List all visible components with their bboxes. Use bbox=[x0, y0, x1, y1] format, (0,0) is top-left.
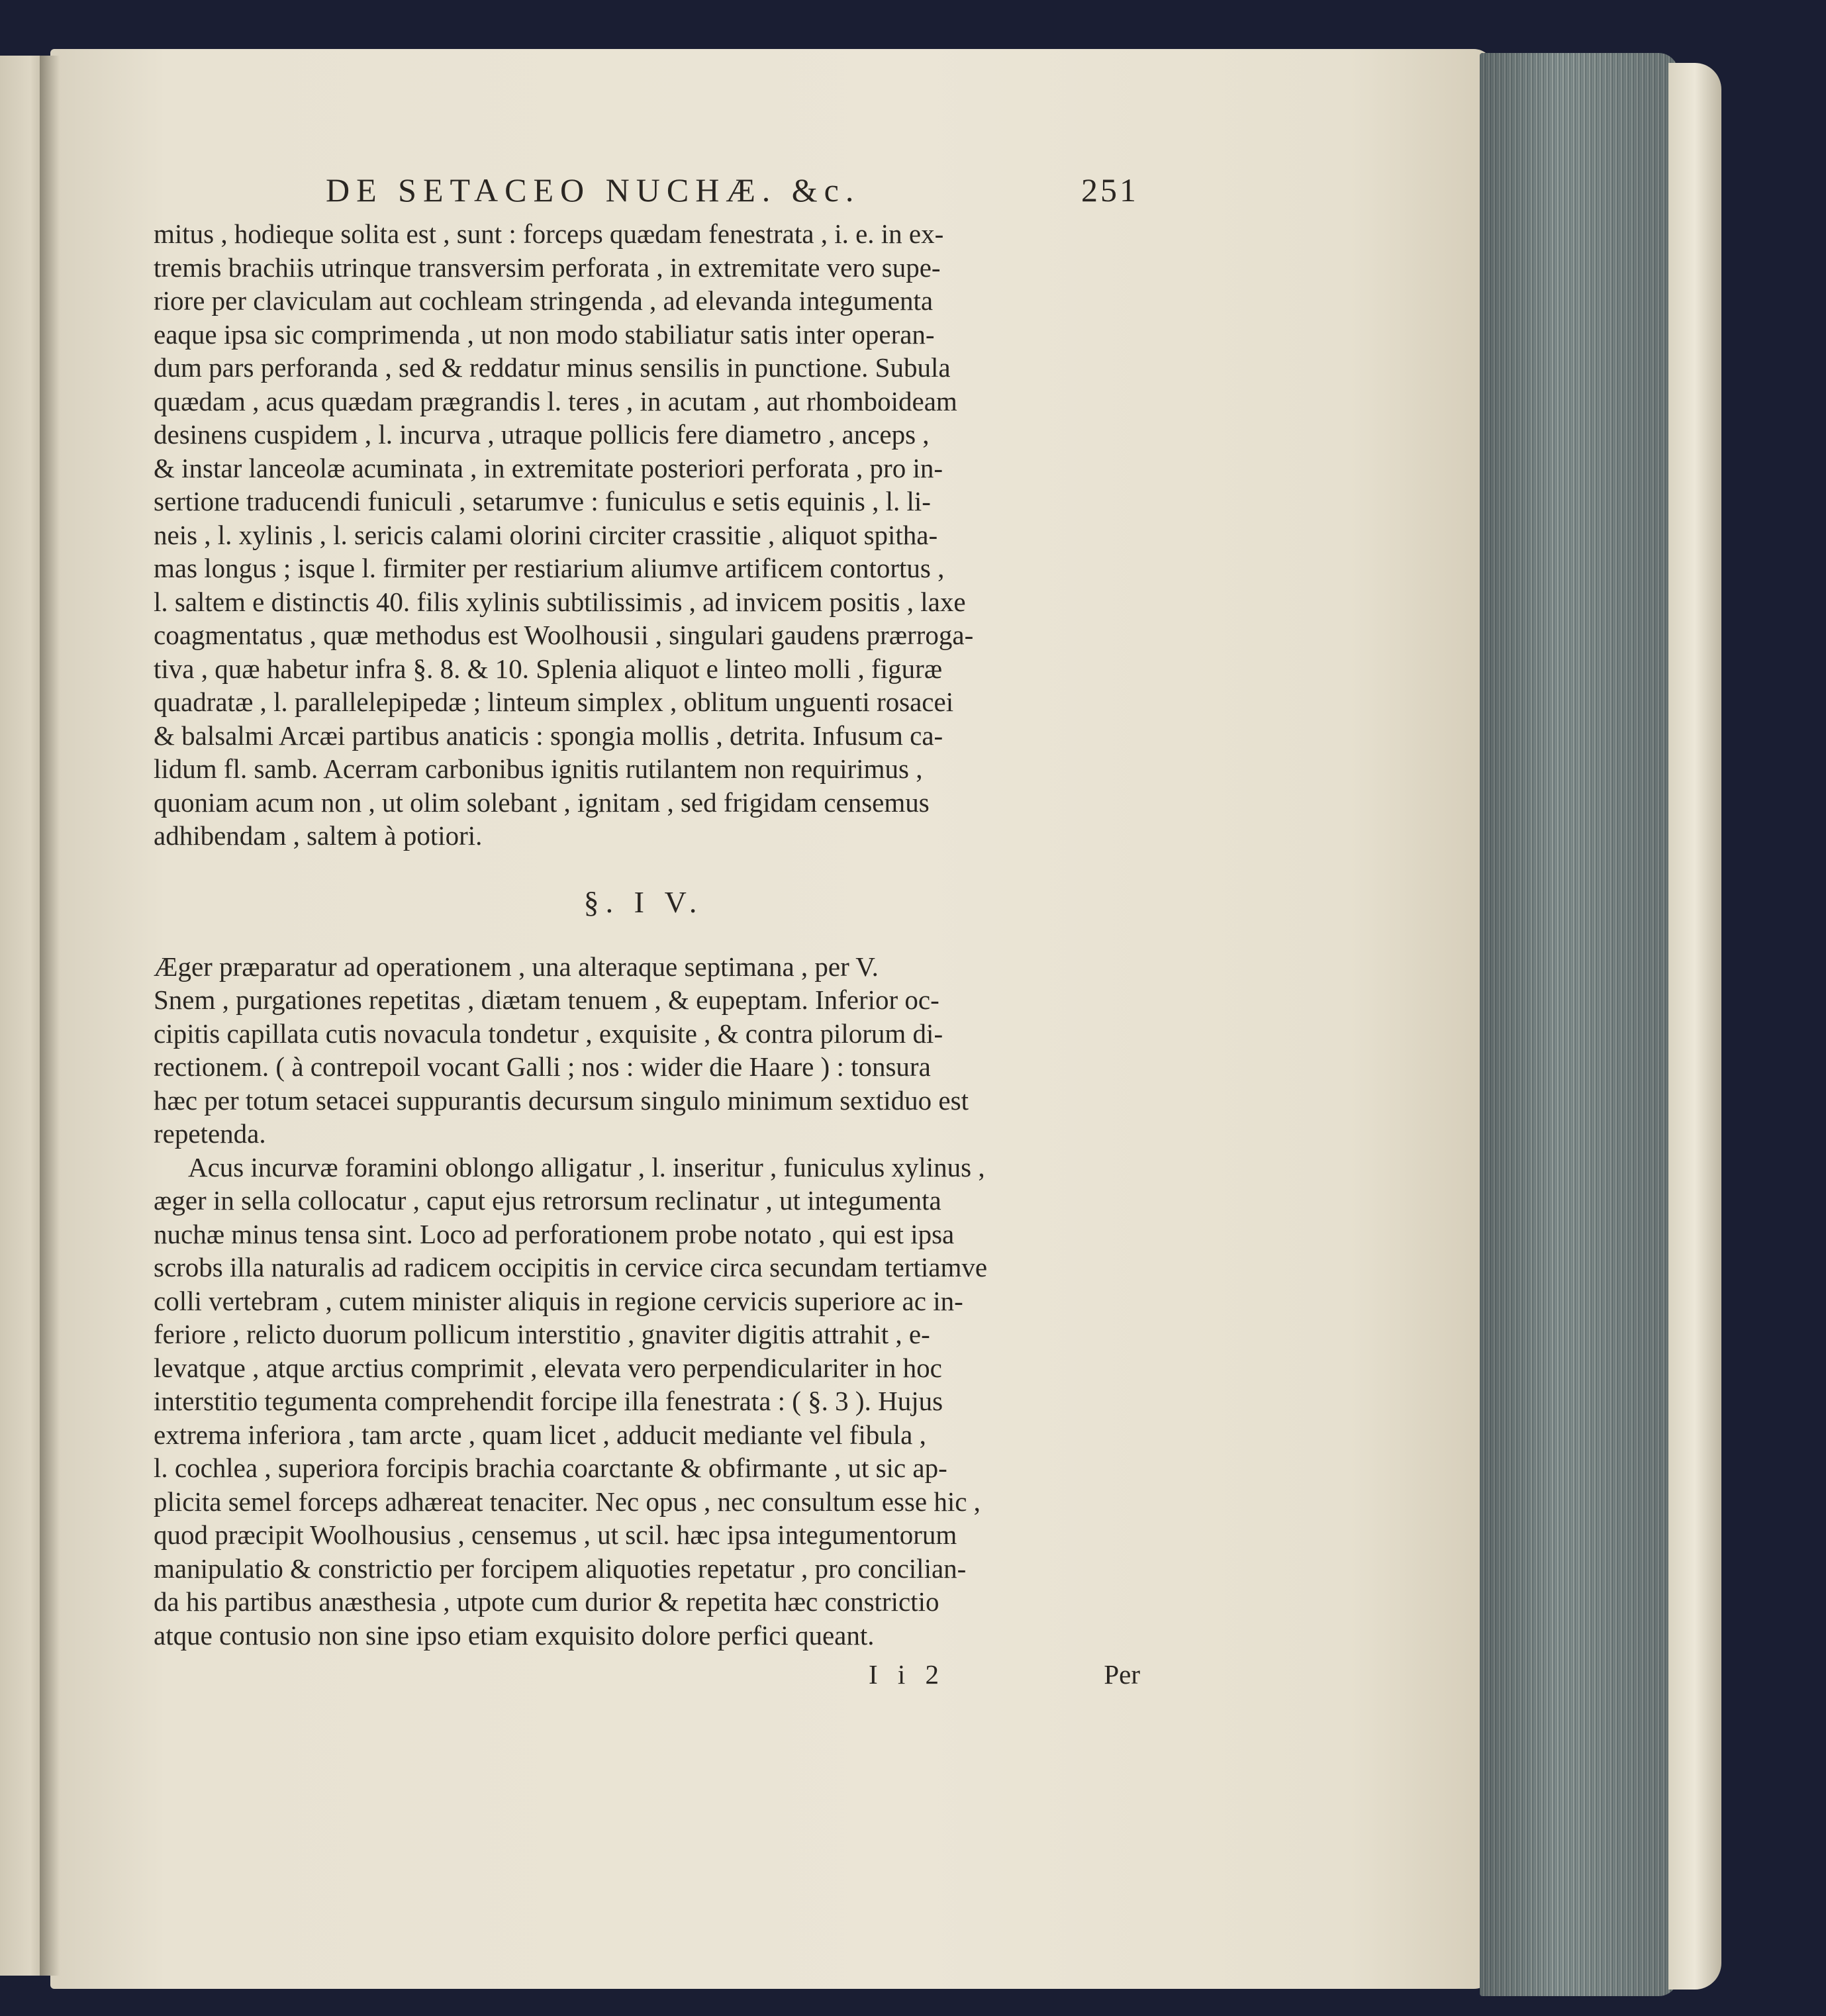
text-line: lidum fl. samb. Acerram carbonibus ignitis rutilantem non requirimus , bbox=[154, 753, 923, 784]
text-line: da his partibus anæsthesia , utpote cum durior & repetita hæc constrictio bbox=[154, 1586, 939, 1617]
text-line: levatque , atque arctius comprimit , elevata vero perpendiculariter in hoc bbox=[154, 1352, 942, 1383]
page-number: 251 bbox=[1081, 171, 1139, 209]
text-line: & balsalmi Arcæi partibus anaticis : spongia mollis , detrita. Infusum ca- bbox=[154, 720, 943, 751]
book-gutter bbox=[40, 56, 60, 1976]
book-cover-board bbox=[1668, 63, 1721, 1990]
text-line: Snem , purgationes repetitas , diætam tenuem , & eupeptam. Inferior oc- bbox=[154, 984, 939, 1015]
text-line: repetenda. bbox=[154, 1118, 266, 1149]
text-line: & instar lanceolæ acuminata , in extremitate posteriori perforata , pro in- bbox=[154, 452, 943, 483]
text-line: desinens cuspidem , l. incurva , utraque pollicis fere diametro , anceps , bbox=[154, 419, 930, 450]
text-line: feriore , relicto duorum pollicum interstitio , gnaviter digitis attrahit , e- bbox=[154, 1319, 930, 1349]
text-line: hæc per totum setacei suppurantis decursum singulo minimum sextiduo est bbox=[154, 1084, 969, 1116]
text-line: coagmentatus , quæ methodus est Woolhousii , singulari gaudens prærroga- bbox=[154, 620, 974, 650]
text-line: rectionem. ( à contrepoil vocant Galli ; nos : wider die Haare ) : tonsura bbox=[154, 1051, 931, 1082]
text-line: dum pars perforanda , sed & reddatur minus sensilis in punctione. Subula bbox=[154, 352, 951, 383]
page-block-shading bbox=[1480, 53, 1678, 1996]
page-text bbox=[154, 171, 1140, 1696]
text-line: l. cochlea , superiora forcipis brachia coarctante & obfirmante , ut sic ap- bbox=[154, 1453, 947, 1483]
signature-mark: I i 2 bbox=[869, 1659, 946, 1690]
text-line: quod præcipit Woolhousius , censemus , ut scil. hæc ipsa integumentorum bbox=[154, 1519, 957, 1550]
text-line: atque contusio non sine ipso etiam exquisito dolore perfici queant. bbox=[154, 1619, 875, 1651]
text-line: interstitio tegumenta comprehendit forcipe illa fenestrata : ( §. 3 ). Hujus bbox=[154, 1386, 943, 1416]
text-line: plicita semel forceps adhæreat tenaciter. Nec opus , nec consultum esse hic , bbox=[154, 1486, 981, 1517]
text-line: Æger præparatur ad operationem , una alteraque septimana , per V. bbox=[154, 951, 879, 982]
text-line: colli vertebram , cutem minister aliquis in regione cervicis superiore ac in- bbox=[154, 1285, 963, 1316]
text-line: eaque ipsa sic comprimenda , ut non modo stabiliatur satis inter operan- bbox=[154, 318, 935, 350]
text-line: manipulatio & constrictio per forcipem aliquoties repetatur , pro concilian- bbox=[154, 1553, 967, 1584]
text-line: sertione traducendi funiculi , setarumve : funiculus e setis equinis , l. li- bbox=[154, 486, 931, 516]
text-line: æger in sella collocatur , caput ejus retrorsum reclinatur , ut integumenta bbox=[154, 1185, 941, 1216]
text-line: mitus , hodieque solita est , sunt : forceps quædam fenestrata , i. e. in ex- bbox=[154, 218, 944, 249]
page-footer bbox=[154, 1658, 1140, 1696]
catchword: Per bbox=[1104, 1659, 1140, 1690]
paragraph-2 bbox=[154, 950, 1133, 1151]
text-line: tiva , quæ habetur infra §. 8. & 10. Splenia aliquot e linteo molli , figuræ bbox=[154, 653, 943, 684]
text-line: adhibendam , saltem à potiori. bbox=[154, 820, 483, 851]
text-line: l. saltem e distinctis 40. filis xylinis subtilissimis , ad invicem positis , laxe bbox=[154, 586, 966, 617]
text-line: tremis brachiis utrinque transversim perforata , in extremitate vero supe- bbox=[154, 252, 941, 283]
text-line: riore per claviculam aut cochleam stringenda , ad elevanda integumenta bbox=[154, 285, 934, 316]
running-head bbox=[154, 171, 1139, 217]
section-heading: §. I V. bbox=[583, 885, 704, 919]
text-line: quoniam acum non , ut olim solebant , ignitam , sed frigidam censemus bbox=[154, 787, 930, 818]
text-line: nuchæ minus tensa sint. Loco ad perforationem probe notato , qui est ipsa bbox=[154, 1218, 955, 1249]
text-line: scrobs illa naturalis ad radicem occipitis in cervice circa secundam tertiamve bbox=[154, 1252, 988, 1282]
running-head-title: DE SETACEO NUCHÆ. &c. bbox=[326, 171, 861, 209]
text-line: quadratæ , l. parallelepipedæ ; linteum simplex , oblitum unguenti rosacei bbox=[154, 687, 954, 717]
paragraph-1 bbox=[154, 217, 1133, 853]
text-line: neis , l. xylinis , l. sericis calami olorini circiter crassitie , aliquot spitha- bbox=[154, 519, 938, 550]
text-line: cipitis capillata cutis novacula tondetur , exquisite , & contra pilorum di- bbox=[154, 1018, 943, 1049]
text-line: Acus incurvæ foramini oblongo alligatur , l. inseritur , funiculus xylinus , bbox=[188, 1151, 985, 1182]
text-line: mas longus ; isque l. firmiter per restiarium aliumve artificem contortus , bbox=[154, 553, 945, 583]
text-line: extrema inferiora , tam arcte , quam licet , adducit mediante vel fibula , bbox=[154, 1419, 926, 1450]
text-line: quædam , acus quædam prægrandis l. teres , in acutam , aut rhomboideam bbox=[154, 385, 957, 416]
paragraph-3 bbox=[154, 1151, 1133, 1653]
